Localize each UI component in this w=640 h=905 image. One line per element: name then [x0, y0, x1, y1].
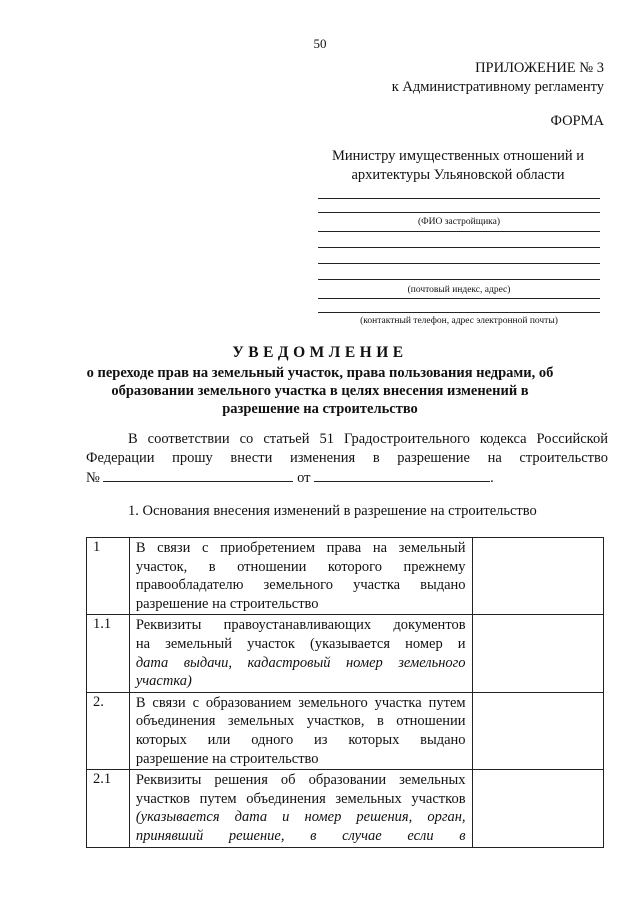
appendix-to: к Административному регламенту	[391, 79, 604, 95]
fill-line	[318, 247, 600, 248]
permit-date-field[interactable]	[314, 469, 490, 482]
table-row	[87, 538, 604, 615]
row-description: Реквизиты решения об образовании земельных участков путем объединения земельных участков (указывается дата и номер решения, орган, принявший решение, в случае если в	[129, 770, 472, 847]
subtitle-line-1: о переходе прав на земельный участок, права пользования недрами, об	[86, 365, 554, 381]
paragraph-line-2: Федерации прошу внести изменения в разрешение на строительство	[86, 450, 608, 466]
row-value-cell[interactable]	[472, 692, 603, 769]
document-title: УВЕДОМЛЕНИЕ	[232, 344, 408, 361]
table-row	[87, 770, 604, 847]
addressee-line-2: архитектуры Ульяновской области	[351, 167, 565, 183]
row-value-cell[interactable]	[472, 770, 603, 847]
table-row	[87, 692, 604, 769]
caption-developer: (ФИО застройщика)	[417, 217, 501, 227]
row-value-cell[interactable]	[472, 538, 603, 615]
page-number: 50	[313, 36, 327, 51]
document-subtitle	[0, 364, 640, 418]
caption-contacts: (контактный телефон, адрес электронной почты)	[360, 316, 558, 326]
row-description: Реквизиты правоустанавливающих документов на земельный участок (указывается номер и дата выдачи, кадастровый номер земельного участка)	[129, 615, 472, 692]
paragraph-line-1: В соответствии со статьей 51 Градостроительного кодекса Российской	[128, 431, 608, 447]
appendix-number: ПРИЛОЖЕНИЕ № 3	[475, 60, 604, 76]
fill-line	[318, 231, 600, 232]
grounds-table	[86, 537, 604, 848]
end-dot: .	[490, 470, 494, 486]
fill-line	[318, 279, 600, 280]
row-number: 2.	[87, 692, 130, 769]
subtitle-line-3: разрешение на строительство	[222, 401, 418, 417]
fill-line	[318, 312, 600, 313]
subtitle-line-2: образовании земельного участка в целях внесения изменений в	[111, 383, 529, 399]
row-value-cell[interactable]	[472, 615, 603, 692]
permit-number-line	[86, 469, 608, 487]
from-word: от	[297, 470, 311, 486]
desc-line: на земельный участок (указывается номер и	[135, 635, 466, 652]
permit-number-field[interactable]	[103, 469, 293, 482]
fill-line	[318, 198, 600, 199]
fill-line	[318, 263, 600, 264]
row-number: 1	[87, 538, 130, 615]
fill-line	[318, 212, 600, 213]
form-label: ФОРМА	[550, 113, 604, 129]
row-number: 2.1	[87, 770, 130, 847]
row-description: В связи с приобретением права на земельный участок, в отношении которого прежнему правообладателю земельного участка выдано разрешение на строительство	[129, 538, 472, 615]
number-sign: №	[86, 470, 100, 486]
caption-address: (почтовый индекс, адрес)	[407, 285, 511, 295]
row-description: В связи с образованием земельного участка путем объединения земельных участков, в отношении которых или одного из которых выдано разрешение на строительство	[129, 692, 472, 769]
fill-line	[318, 298, 600, 299]
row-number: 1.1	[87, 615, 130, 692]
addressee-line-1: Министру имущественных отношений и	[332, 148, 584, 164]
addressee-block	[318, 147, 598, 185]
section-1-heading: 1. Основания внесения изменений в разрешение на строительство	[128, 503, 537, 519]
table-row	[87, 615, 604, 692]
